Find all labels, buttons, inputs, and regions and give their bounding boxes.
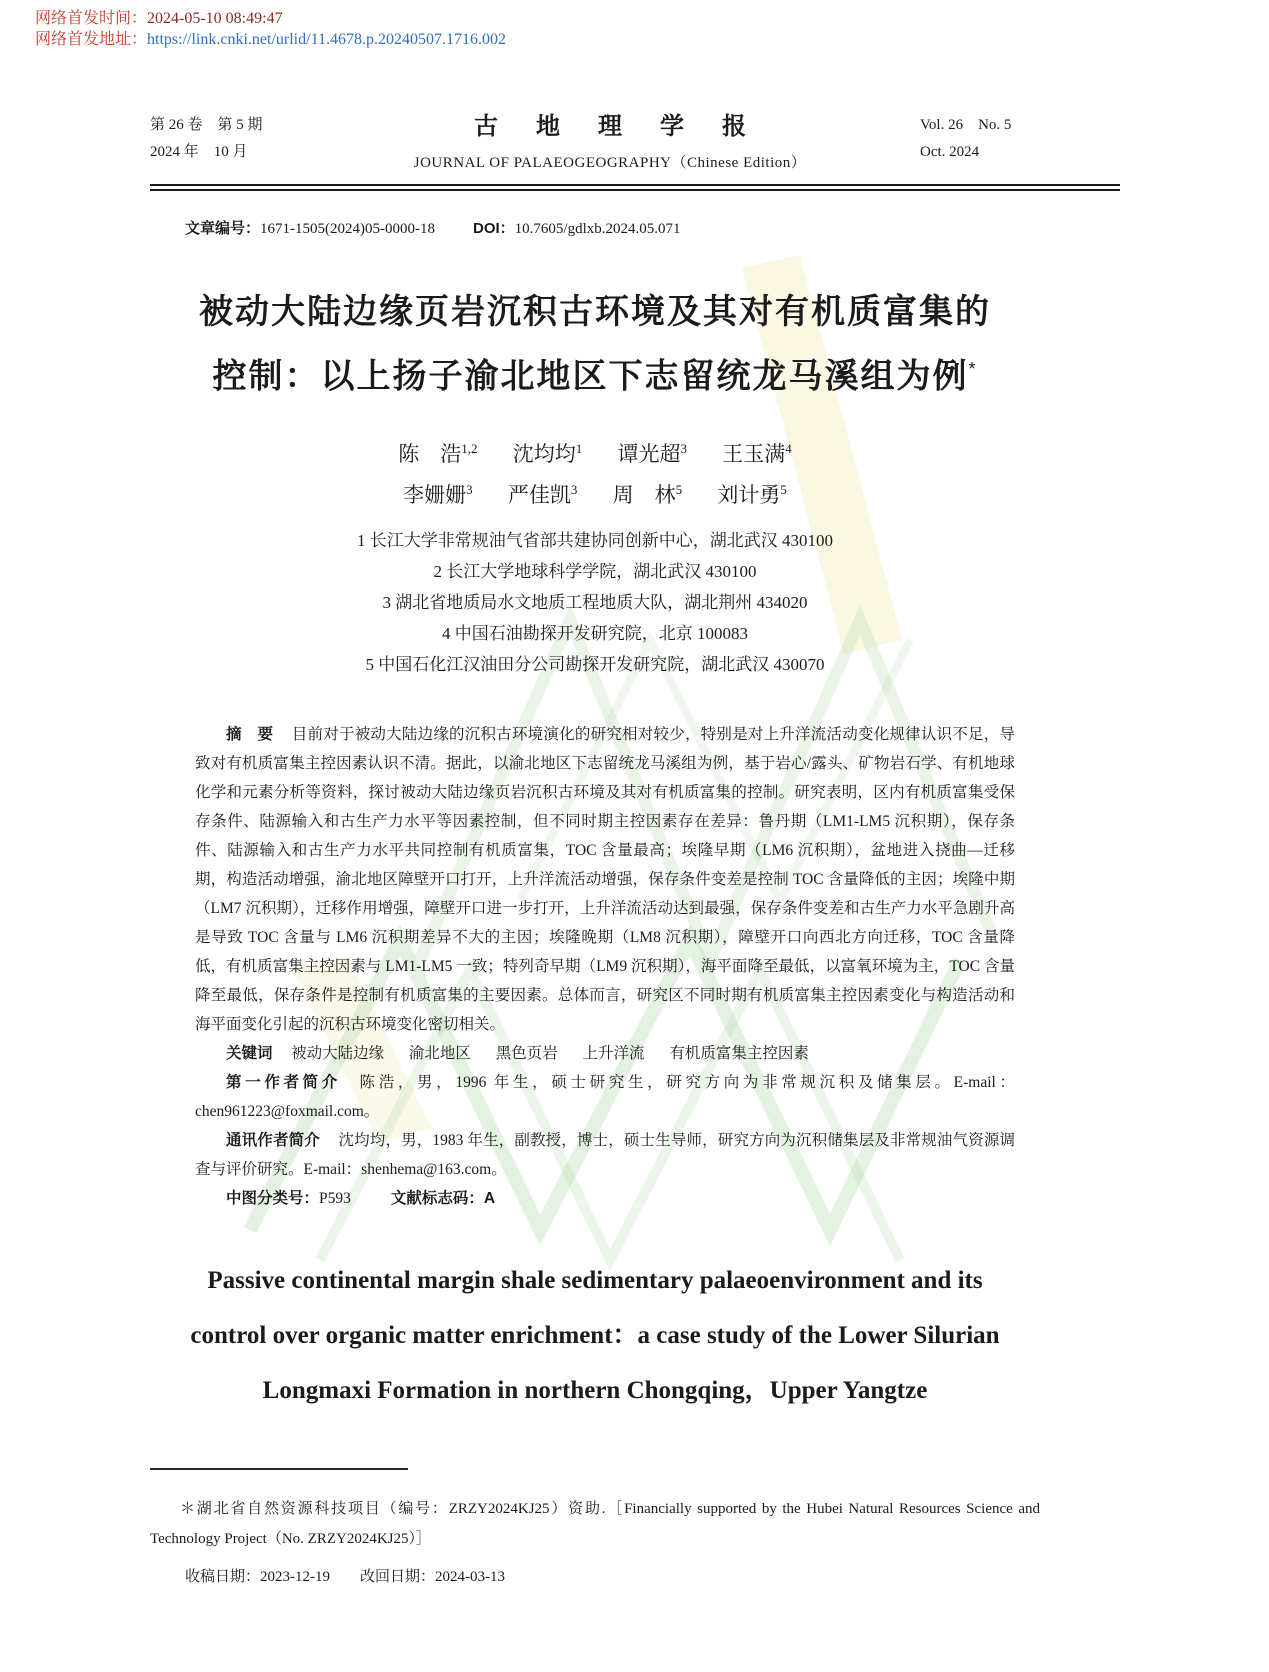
author-name: 沈均均: [512, 442, 576, 467]
article-no-label: 文章编号：: [185, 220, 261, 237]
author-name: 陈 浩: [398, 442, 462, 467]
article-meta-line: [185, 217, 1040, 238]
received-value: 2023-12-19: [260, 1569, 331, 1586]
online-first-time-label: 网络首发时间：: [35, 10, 148, 27]
masthead-issue-en: [920, 112, 1040, 166]
title-en-line2: control over organic matter enrichment：a case study of the Lower Silurian: [190, 1322, 1000, 1350]
clc-value: P593: [319, 1190, 351, 1208]
affiliation-item: 2 长江大学地球科学学院，湖北武汉 430100: [433, 562, 757, 582]
online-first-notice: [35, 8, 1269, 50]
author-affil-sup: 5: [780, 482, 787, 498]
keywords-label: 关键词: [226, 1045, 273, 1063]
abstract-text: 目前对于被动大陆边缘的沉积古环境演化的研究相对较少，特别是对上升洋流活动变化规律认识不足，导致对有机质富集主控因素认识不清。据此，以渝北地区下志留统龙马溪组为例，基于岩心/露头、矿物岩石学、有机地球化学和元素分析等资料，探讨被动大陆边缘页岩沉积古环境及其对有机质富集的控制。研究表明，区内有机质富集受保存条件、陆源输入和古生产力水平等因素控制，但不同时期主控因素存在差异：鲁丹期（LM1-LM5 沉积期），保存条件、陆源输入和古生产力水平共同控制有机质富集，TOC 含量最高；埃隆早期（LM6 沉积期），盆地进入挠曲—迁移期，构造活动增强，渝北地区障壁开口打开，上升洋流活动增强，保存条件变差是控制 TOC 含量降低的主因；埃隆中期（LM7 沉积期），迁移作用增强，障壁开口进一步打开，上升洋流活动达到最强，保存条件变差和古生产力水平急剧升高是导致 TOC 含量与 LM6 沉积期差异不大的主因；埃隆晚期（LM8 沉积期），障壁开口向西北方向迁移，TOC 含量降低，有机质富集主控因素与 LM1-LM5 一致；特列奇早期（LM9 沉积期），海平面降至最低，以富氧环境为主，TOC 含量降至最低，保存条件是控制有机质富集的主要因素。总体而言，研究区不同时期有机质富集主控因素变化与构造活动和海平面变化引起的沉积古环境变化密切相关。: [195, 726, 1015, 1034]
abstract-section: [195, 720, 1015, 1213]
classification-line: [195, 1184, 1015, 1213]
first-author-text: 陈浩，男，1996 年生，硕士研究生，研究方向为非常规沉积及储集层。E-mail：chen961223@foxmail.com。: [195, 1074, 1015, 1121]
journal-title-en: JOURNAL OF PALAEOGEOGRAPHY（Chinese Edition）: [413, 155, 807, 171]
keyword: 渝北地区: [408, 1045, 471, 1063]
journal-masthead: [150, 112, 1040, 172]
masthead-issue-cn: [150, 112, 300, 166]
author: [513, 442, 583, 466]
corresponding-author-bio: [195, 1126, 1015, 1184]
title-footnote-mark: *: [968, 359, 978, 379]
issue-volume-en: Vol. 26 No. 5: [920, 117, 1012, 133]
author-affil-sup: 3: [570, 482, 578, 498]
author-name: 李姗姗: [403, 483, 467, 508]
doc-code-label: 文献标志码：: [390, 1190, 484, 1208]
author-list: [150, 431, 1040, 513]
author: [722, 442, 792, 466]
author-affil-sup: 4: [785, 441, 792, 457]
author: [717, 483, 787, 507]
keyword: 有机质富集主控因素: [669, 1045, 809, 1063]
revised-value: 2024-03-13: [435, 1569, 506, 1586]
doi-value: 10.7605/gdlxb.2024.05.071: [514, 221, 681, 237]
author-name: 周 林: [612, 483, 676, 508]
online-first-time-value: 2024-05-10 08:49:47: [147, 10, 283, 27]
online-first-url-label: 网络首发地址：: [35, 31, 148, 48]
online-first-url-line: [35, 29, 1269, 50]
author-row-1: [150, 431, 1040, 472]
affiliation-list: [150, 525, 1040, 680]
author: [508, 483, 578, 507]
author-name: 刘计勇: [717, 483, 781, 508]
title-cn-line2-wrap: [150, 341, 1040, 405]
masthead-divider: [150, 184, 1120, 191]
affiliation-item: 4 中国石油勘探开发研究院，北京 100083: [442, 624, 748, 644]
issue-date-en: Oct. 2024: [920, 144, 980, 160]
masthead-title: [300, 112, 920, 172]
author: [618, 442, 688, 466]
received-label: 收稿日期：: [185, 1569, 261, 1586]
title-en-line1: Passive continental margin shale sedimentary palaeoenvironment and its: [207, 1267, 983, 1295]
corresponding-author-text: 沈均均，男，1983 年生，副教授，博士，硕士生导师，研究方向为沉积储集层及非常规油气资源调查与评价研究。E-mail：shenhema@163.com。: [195, 1132, 1015, 1179]
title-en-line3: Longmaxi Formation in northern Chongqing，Upper Yangtze: [262, 1377, 928, 1405]
keyword: 上升洋流: [582, 1045, 645, 1063]
author: [403, 483, 473, 507]
author: [398, 442, 477, 466]
doi-label: DOI：: [473, 220, 515, 237]
title-cn-line2: 控制：以上扬子渝北地区下志留统龙马溪组为例: [212, 357, 969, 396]
affiliation-item: 1 长江大学非常规油气省部共建协同创新中心，湖北武汉 430100: [357, 531, 833, 551]
author-name: 严佳凯: [507, 483, 571, 508]
author: [613, 483, 683, 507]
author-affil-sup: 1: [575, 441, 583, 457]
author-affil-sup: 1,2: [461, 441, 478, 457]
corresponding-author-label: 通讯作者简介: [226, 1132, 320, 1150]
keyword: 黑色页岩: [495, 1045, 558, 1063]
footnote-divider: [150, 1468, 408, 1470]
abstract-paragraph: [195, 720, 1015, 1039]
author-affil-sup: 3: [466, 482, 473, 498]
funding-note: ＊湖北省自然资源科技项目（编号：ZRZY2024KJ25）资助.［Financially supported by the Hubei Natural Resources Science and Technology Project（No. ZRZY2024KJ25）］: [150, 1501, 1040, 1548]
revised-label: 改回日期：: [360, 1569, 436, 1586]
abstract-label: 摘 要: [226, 726, 274, 744]
online-first-time-line: [35, 8, 1269, 29]
author-name: 谭光超: [617, 442, 681, 467]
author-name: 王玉满: [722, 442, 786, 467]
dates-line: [185, 1562, 1040, 1592]
affiliation-item: 3 湖北省地质局水文地质工程地质大队，湖北荆州 434020: [382, 593, 808, 613]
author-affil-sup: 5: [675, 482, 683, 498]
doc-code-value: A: [483, 1190, 496, 1208]
article-no-value: 1671-1505(2024)05-0000-18: [260, 221, 435, 237]
first-author-label: 第一作者简介: [226, 1074, 341, 1092]
clc-label: 中图分类号：: [226, 1190, 320, 1208]
journal-title-cn: 古地理学报: [474, 114, 784, 140]
article-title-cn: [150, 284, 1040, 405]
keyword: 被动大陆边缘: [291, 1045, 385, 1063]
affiliation-item: 5 中国石化江汉油田分公司勘探开发研究院，湖北武汉 430070: [365, 655, 825, 675]
footnote-section: [150, 1468, 1040, 1592]
article-title-en: [150, 1253, 1040, 1418]
issue-volume-cn: 第 26 卷 第 5 期: [150, 117, 263, 133]
online-first-url-link[interactable]: https://link.cnki.net/urlid/11.4678.p.20240507.1716.002: [147, 31, 506, 48]
first-author-bio: [195, 1068, 1015, 1126]
issue-date-cn: 2024 年 10 月: [150, 144, 248, 160]
keywords-line: [195, 1039, 1015, 1068]
author-affil-sup: 3: [680, 441, 687, 457]
title-cn-line1: 被动大陆边缘页岩沉积古环境及其对有机质富集的: [199, 293, 991, 331]
author-row-2: [150, 472, 1040, 513]
